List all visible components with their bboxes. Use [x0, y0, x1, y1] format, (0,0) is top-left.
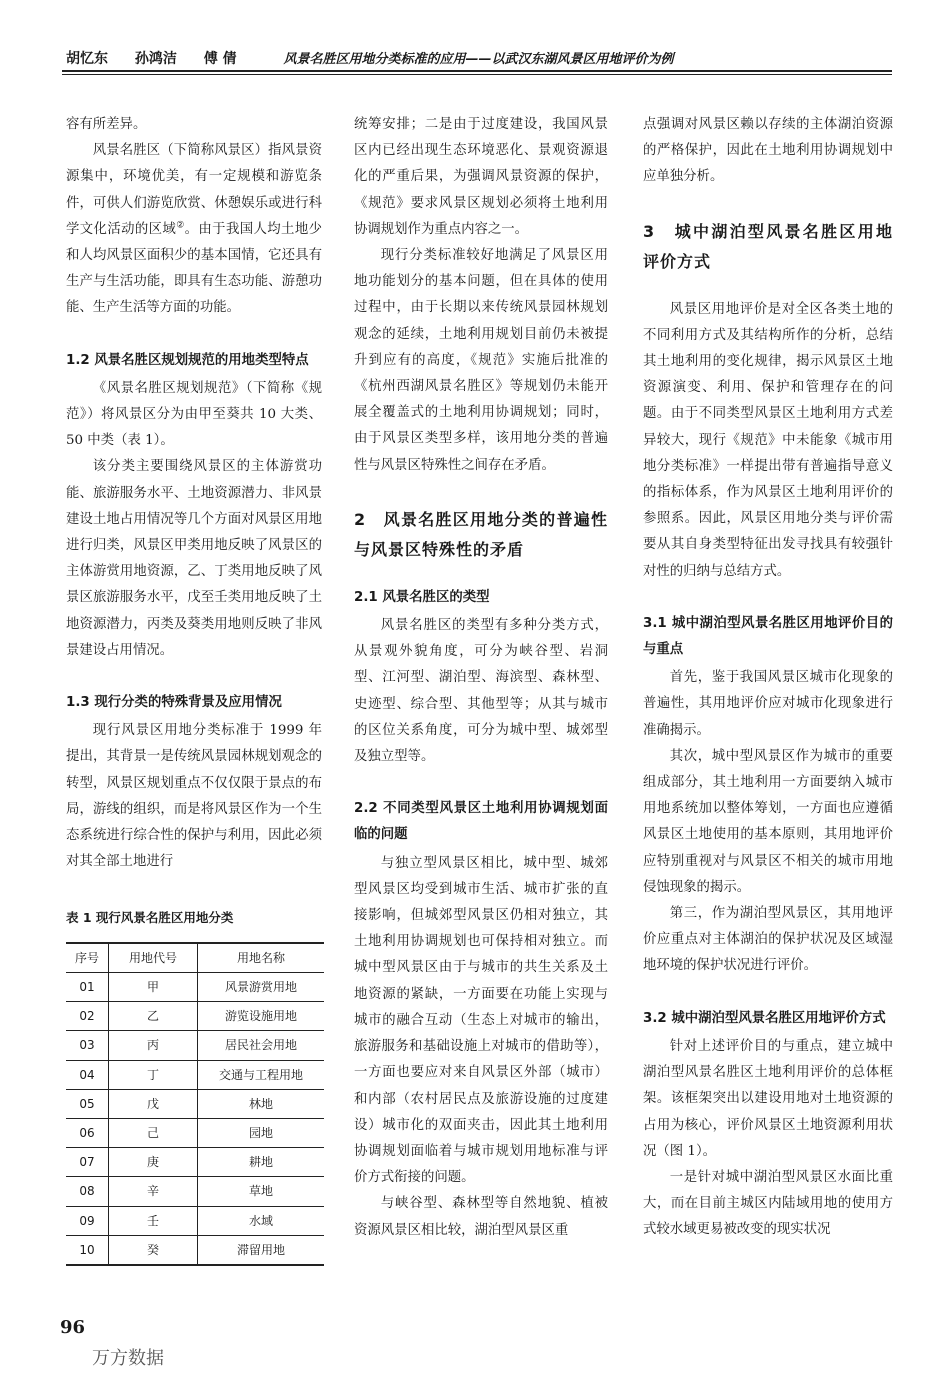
- table-cell: 居民社会用地: [198, 1031, 325, 1060]
- header-rule-thick: [62, 70, 892, 72]
- watermark: 万方数据: [92, 1348, 164, 1369]
- table-cell: 甲: [109, 972, 198, 1001]
- table-cell: 06: [66, 1118, 109, 1147]
- table-cell: 耕地: [198, 1148, 325, 1177]
- table-cell: 滞留用地: [198, 1235, 325, 1265]
- table-cell: 园地: [198, 1118, 325, 1147]
- paragraph: 容有所差异。: [66, 117, 147, 132]
- table-cell: 交通与工程用地: [198, 1060, 325, 1089]
- paragraph: 该分类主要围绕风景区的主体游赏功能、旅游服务水平、土地资源潜力、非风景建设土地占用情况等几个方面对风景区用地进行归类，风景区甲类用地反映了风景区的主体游赏用地资源，乙、丁类用地反映了风景区旅游服务水平，戊至壬类用地反映了土地资源潜力，丙类及葵类用地则反映了非风景建设占用情况。: [66, 459, 322, 658]
- table-row: [66, 1118, 324, 1147]
- paragraph: 一是针对城中湖泊型风景区水面比重大，而在目前主城区内陆域用地的使用方式较水域更易被改变的现实状况: [643, 1169, 893, 1238]
- table-cell: 丙: [109, 1031, 198, 1060]
- table-row: [66, 972, 324, 1001]
- paragraph: 《风景名胜区规划规范》（下简称《规范》）将风景区分为由甲至葵共 10 大类、50 中类（表 1）。: [66, 380, 322, 449]
- table-cell: 02: [66, 1002, 109, 1031]
- table-cell: 01: [66, 972, 109, 1001]
- table-header-cell: 用地代号: [109, 943, 198, 973]
- table-row: [66, 1002, 324, 1031]
- table-cell: 辛: [109, 1177, 198, 1206]
- table-cell: 林地: [198, 1089, 325, 1118]
- paragraph: 点强调对风景区赖以存续的主体湖泊资源的严格保护，因此在土地利用协调规划中应单独分析。: [643, 117, 893, 185]
- section-heading-1-2: 1.2 风景名胜区规划规范的用地类型特点: [66, 352, 309, 368]
- table-cell: 10: [66, 1235, 109, 1265]
- paragraph: 风景名胜区的类型有多种分类方式，从景观外貌角度，可分为峡谷型、岩洞型、江河型、湖泊型、海滨型、森林型、史迹型、综合型、其他型等；从其与城市的区位关系角度，可分为城中型、城郊型及独立型等。: [354, 618, 608, 765]
- table-cell: 游览设施用地: [198, 1002, 325, 1031]
- table-cell: 乙: [109, 1002, 198, 1031]
- section-heading-3-1: 3.1 城中湖泊型风景名胜区用地评价目的与重点: [643, 615, 893, 658]
- table-cell: 己: [109, 1118, 198, 1147]
- section-heading-1-3: 1.3 现行分类的特殊背景及应用情况: [66, 695, 282, 711]
- table-cell: 04: [66, 1060, 109, 1089]
- table-cell: 丁: [109, 1060, 198, 1089]
- table-row: [66, 1060, 324, 1089]
- paragraph: 现行分类标准较好地满足了风景区用地功能划分的基本问题，但在具体的使用过程中，由于长期以来传统风景园林规划观念的延续，土地利用规划目前仍未被提升到应有的高度，《规范》实施后批准的《杭州西湖风景名胜区》等规划仍未能开展全覆盖式的土地利用协调规划；同时，由于风景区类型多样，该用地分类的普遍性与风景区特殊性之间存在矛盾。: [354, 248, 608, 473]
- column-1: [66, 112, 322, 1266]
- paragraph: 风景名胜区（下简称风景区）指风景资源集中，环境优美，有一定规模和游览条件，可供人们游览欣赏、休憩娱乐或进行科学文化活动的区域②。由于我国人均土地少和人均风景区面积少的基本国情，它还具有生产与生活功能，即具有生态功能、游憩功能、生产生活等方面的功能。: [66, 143, 322, 316]
- paragraph: 首先，鉴于我国风景区城市化现象的普遍性，其用地评价应对城市化现象进行准确揭示。: [643, 670, 893, 738]
- paragraph: 其次，城中型风景区作为城市的重要组成部分，其土地利用一方面要纳入城市用地系统加以整体筹划，一方面也应遵循风景区土地使用的基本原则，其用地评价应特别重视对与风景区不相关的城市用地侵蚀现象的揭示。: [643, 748, 893, 895]
- table-cell: 癸: [109, 1235, 198, 1265]
- paragraph: 针对上述评价目的与重点，建立城中湖泊型风景名胜区土地利用评价的总体框架。该框架突出以建设用地对土地资源的占用为核心，评价风景区土地资源利用状况（图 1）。: [643, 1038, 893, 1159]
- author-1: 胡忆东: [66, 51, 108, 67]
- running-title: 风景名胜区用地分类标准的应用——以武汉东湖风景区用地评价为例: [283, 52, 674, 67]
- land-use-table: [66, 942, 324, 1266]
- paragraph: 现行风景区用地分类标准于 1999 年提出，其背景一是传统风景园林规划观念的转型，风景区规划重点不仅仅限于景点的布局，游线的组织，而是将风景区作为一个生态系统进行综合性的保护与利用，因此必须对其全部土地进行: [66, 723, 322, 870]
- table-row: [66, 1031, 324, 1060]
- page-number: 96: [60, 1317, 86, 1338]
- section-heading-3: 3 城中湖泊型风景名胜区用地评价方式: [643, 221, 893, 271]
- paragraph: 统筹安排；二是由于过度建设，我国风景区内已经出现生态环境恶化、景观资源退化的严重后果，为强调风景资源的保护，《规范》要求风景区规划必须将土地利用协调规划作为重点内容之一。: [354, 117, 608, 237]
- table-cell: 草地: [198, 1177, 325, 1206]
- header-rule-thin: [62, 74, 892, 75]
- table-header-row: [66, 943, 324, 973]
- table-caption: 表 1 现行风景名胜区用地分类: [66, 910, 234, 926]
- table-cell: 03: [66, 1031, 109, 1060]
- table-row: [66, 1206, 324, 1235]
- table-cell: 05: [66, 1089, 109, 1118]
- table-cell: 08: [66, 1177, 109, 1206]
- table-row: [66, 1177, 324, 1206]
- section-heading-2-2: 2.2 不同类型风景区土地利用协调规划面临的问题: [354, 801, 608, 843]
- section-heading-2-1: 2.1 风景名胜区的类型: [354, 589, 490, 605]
- paragraph: 风景区用地评价是对全区各类土地的不同利用方式及其结构所作的分析，总结其土地利用的变化规律，揭示风景区土地资源演变、利用、保护和管理存在的问题。由于不同类型风景区土地利用方式差异较大，现行《规范》中未能象《城市用地分类标准》一样提出带有普遍指导意义的指标体系，作为风景区土地利用评价的参照系。因此，风景区用地分类与评价需要从其自身类型特征出发寻找具有较强针对性的归纳与总结方式。: [643, 301, 893, 579]
- section-heading-2: 2 风景名胜区用地分类的普遍性与风景区特殊性的矛盾: [354, 509, 608, 559]
- table-cell: 水域: [198, 1206, 325, 1235]
- table-cell: 壬: [109, 1206, 198, 1235]
- section-heading-3-2: 3.2 城中湖泊型风景名胜区用地评价方式: [643, 1010, 886, 1026]
- table-header-cell: 序号: [66, 943, 109, 973]
- column-3: [643, 112, 893, 1244]
- table-row: [66, 1148, 324, 1177]
- table-cell: 戊: [109, 1089, 198, 1118]
- table-cell: 庚: [109, 1148, 198, 1177]
- author-2: 孙鸿洁: [134, 51, 177, 67]
- table-row: [66, 1089, 324, 1118]
- footnote-ref[interactable]: ②: [176, 220, 185, 231]
- paragraph: 与峡谷型、森林型等自然地貌、植被资源风景区相比较，湖泊型风景区重: [354, 1196, 608, 1238]
- author-3: 傅 倩: [203, 51, 237, 67]
- paragraph: 第三，作为湖泊型风景区，其用地评价应重点对主体湖泊的保护状况及区域湿地环境的保护状况进行评价。: [643, 906, 893, 974]
- table-cell: 07: [66, 1148, 109, 1177]
- table-row: [66, 1235, 324, 1265]
- column-2: [354, 112, 608, 1244]
- table-header-cell: 用地名称: [198, 943, 325, 973]
- paragraph: 与独立型风景区相比，城中型、城郊型风景区均受到城市生活、城市扩张的直接影响，但城郊型风景区仍相对独立，其土地利用协调规划也可保持相对独立。而城中型风景区由于与城市的共生关系及土地资源的紧缺，一方面要在功能上实现与城市的融合互动（生态上对城市的输出，旅游服务和基础设施上对城市的借助等），一方面也要应对来自风景区外部（城市）和内部（农村居民点及旅游设施的过度建设）城市化的双面夹击，因此其土地利用协调规划面临着与城市规划用地标准与评价方式衔接的问题。: [354, 855, 608, 1186]
- running-header: [66, 48, 892, 68]
- table-cell: 风景游赏用地: [198, 972, 325, 1001]
- table-cell: 09: [66, 1206, 109, 1235]
